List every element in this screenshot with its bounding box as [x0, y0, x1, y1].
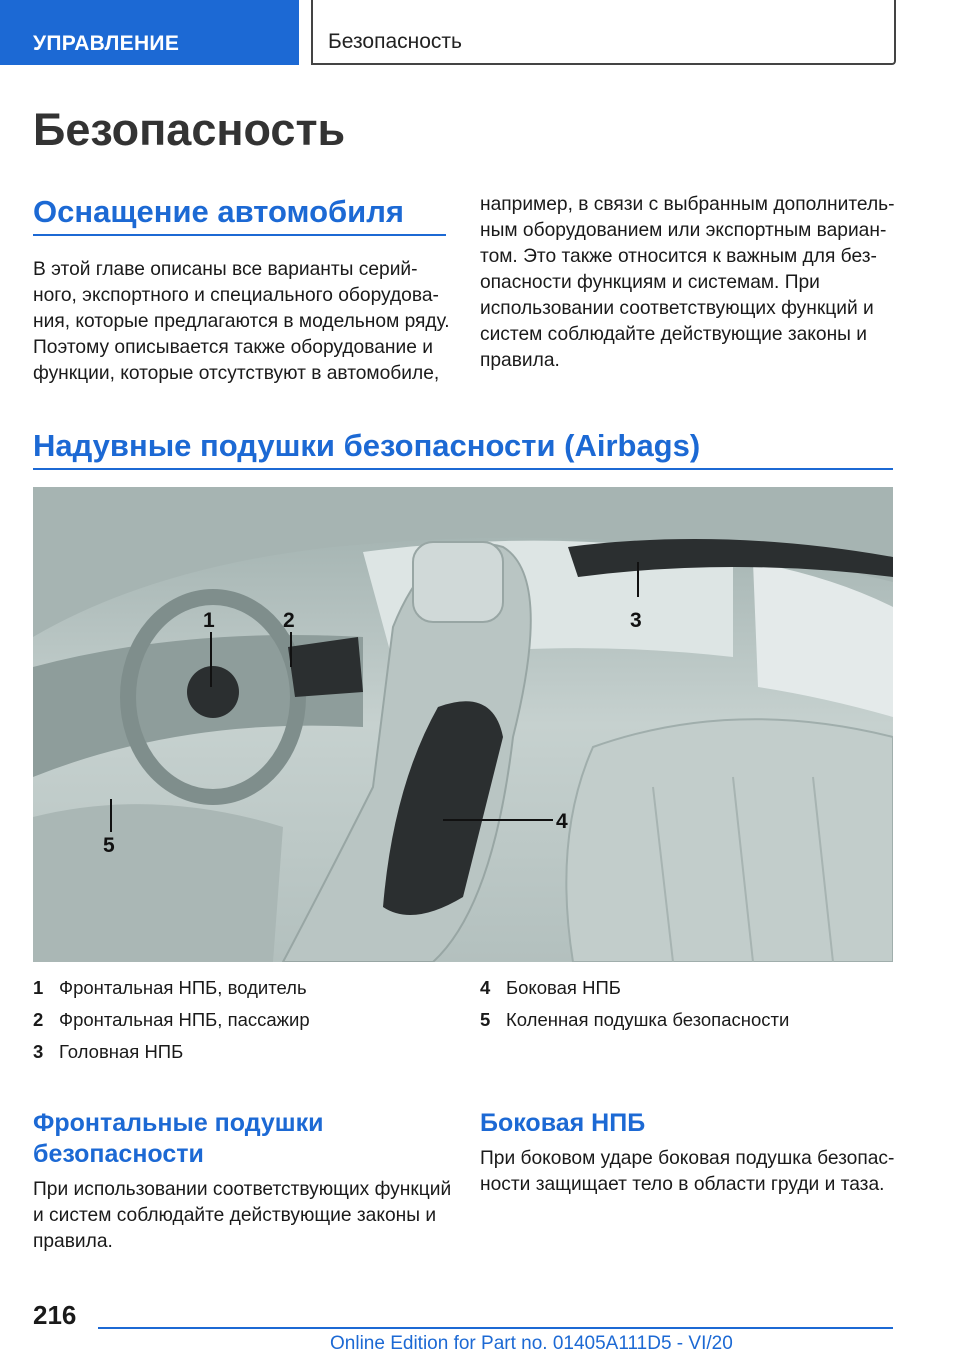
text-line: При боковом ударе боковая подушка безопас- [480, 1148, 895, 1169]
side-airbag-heading: Боковая НПБ [480, 1109, 646, 1137]
legend-text: Боковая НПБ [506, 977, 621, 998]
car-interior-illustration [33, 487, 893, 962]
airbags-rule [33, 468, 893, 470]
edition-text: Online Edition for Part no. 01405A111D5 - VI/20 [330, 1333, 733, 1354]
legend-text: Фронтальная НПБ, водитель [59, 977, 307, 998]
legend-number: 3 [33, 1041, 44, 1062]
page-number: 216 [33, 1300, 77, 1330]
subsection-label: Безопасность [328, 30, 462, 53]
car-interior-svg [33, 487, 893, 962]
callout-5: 5 [103, 834, 115, 857]
legend-item [480, 1008, 789, 1032]
callout-1: 1 [203, 609, 215, 632]
footer-rule [98, 1327, 893, 1329]
text-line: правила. [480, 350, 560, 371]
text-line: правила. [33, 1231, 113, 1252]
section-label: УПРАВЛЕНИЕ [33, 32, 180, 55]
text-line: При использовании соответствующих функций [33, 1179, 452, 1200]
callout-4: 4 [556, 810, 568, 833]
text-line: использовании соответствующих функций и [480, 298, 874, 319]
legend-item [33, 976, 307, 1000]
callout-3: 3 [630, 609, 642, 632]
legend-text: Головная НПБ [59, 1041, 184, 1062]
text-line: ности защищает тело в области груди и таза. [480, 1174, 885, 1195]
heading-line: Фронтальные подушки [33, 1109, 324, 1137]
legend-item [33, 1008, 310, 1032]
equipment-col2 [480, 192, 900, 374]
legend-number: 2 [33, 1009, 44, 1030]
legend-text: Фронтальная НПБ, пассажир [59, 1009, 310, 1030]
front-airbags-text [33, 1177, 463, 1255]
text-line: ным оборудованием или экспортным вариан- [480, 220, 887, 241]
legend-number: 4 [480, 977, 491, 998]
airbags-heading: Надувные подушки безопасности (Airbags) [33, 428, 701, 463]
text-line: и систем соблюдайте действующие законы и [33, 1205, 437, 1226]
front-airbags-heading [33, 1108, 324, 1170]
text-line: том. Это также относится к важным для без- [480, 246, 877, 267]
legend-number: 5 [480, 1009, 491, 1030]
legend-text: Коленная подушка безопасности [506, 1009, 790, 1030]
equipment-heading: Оснащение автомобиля [33, 194, 404, 229]
driver-airbag-shape [187, 666, 239, 718]
subsection-header [311, 0, 896, 65]
legend-item [33, 1040, 183, 1064]
page-title: Безопасность [33, 104, 346, 155]
text-line: например, в связи с выбранным дополнитель- [480, 194, 895, 215]
text-line: В этой главе описаны все варианты серий- [33, 259, 418, 280]
text-line: ного, экспортного и специального оборудова- [33, 285, 439, 306]
equipment-col1 [33, 257, 453, 387]
text-line: систем соблюдайте действующие законы и [480, 324, 868, 345]
passenger-airbag-shape [288, 637, 363, 697]
heading-line: безопасности [33, 1140, 204, 1168]
legend-item [480, 976, 621, 1000]
side-airbag-text [480, 1146, 900, 1198]
text-line: Поэтому описывается также оборудование и [33, 337, 433, 358]
section-tab [0, 0, 299, 65]
legend-number: 1 [33, 977, 44, 998]
equipment-rule [33, 234, 446, 236]
text-line: функции, которые отсутствуют в автомобиле, [33, 363, 440, 384]
text-line: ния, которые предлагаются в модельном ряду. [33, 311, 450, 332]
text-line: опасности функциям и системам. При [480, 272, 820, 293]
callout-2: 2 [283, 609, 295, 632]
